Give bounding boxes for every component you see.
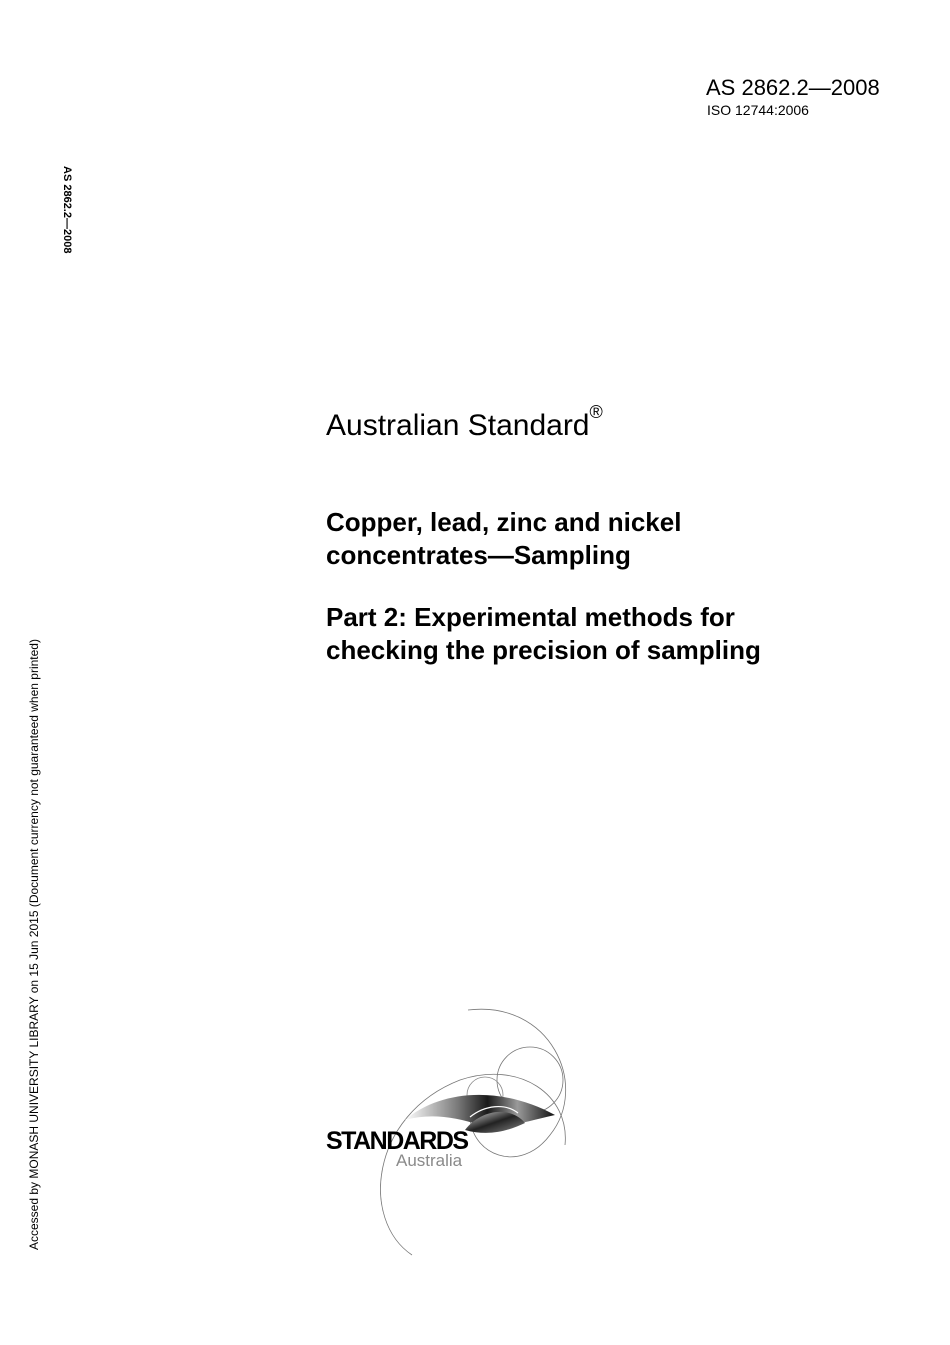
title-line-1: Copper, lead, zinc and nickel — [326, 507, 682, 537]
title-line-2: concentrates—Sampling — [326, 540, 631, 570]
part-title-line-2: checking the precision of sampling — [326, 635, 761, 665]
series-heading — [326, 398, 603, 446]
iso-number: ISO 12744:2006 — [707, 102, 809, 118]
logo-wordmark: STANDARDS — [326, 1127, 468, 1155]
part-title-line-1: Part 2: Experimental methods for — [326, 602, 735, 632]
standard-number: AS 2862.2—2008 — [706, 75, 880, 100]
spine-label: AS 2862.2—2008 — [61, 166, 73, 254]
document-title — [326, 506, 886, 572]
logo-subtitle: Australia — [396, 1151, 463, 1170]
registered-mark: ® — [589, 402, 603, 422]
series-name: Australian Standard — [326, 409, 590, 442]
access-note: Accessed by MONASH UNIVERSITY LIBRARY on 15 Jun 2015 (Document currency not guaranteed when printed) — [27, 639, 41, 1250]
part-title — [326, 601, 886, 667]
